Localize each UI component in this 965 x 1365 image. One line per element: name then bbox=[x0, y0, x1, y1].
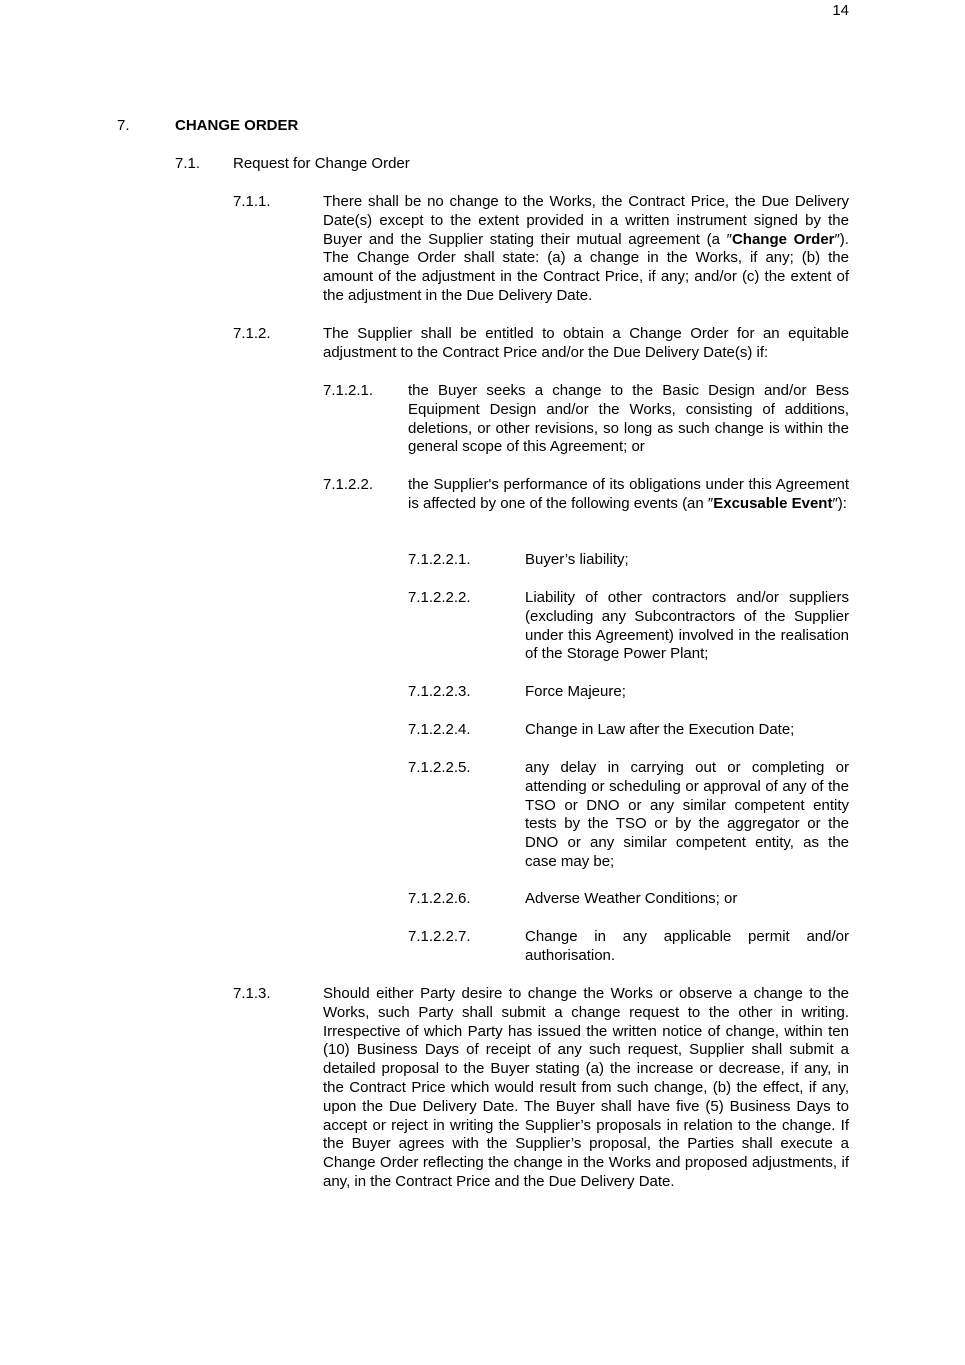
event-number: 7.1.2.2.5. bbox=[408, 759, 471, 776]
clause-number: 7.1.1. bbox=[233, 193, 271, 210]
clause-number: 7.1.2.1. bbox=[323, 382, 374, 399]
clause-number: 7.1.2. bbox=[233, 325, 271, 342]
event-text: Change in any applicable permit and/or authorisation. bbox=[525, 928, 849, 964]
clause-text: Should either Party desire to change the Works or observe a change to the Works, such Party shall submit a change request to the other in writing. Irrespective of which Party has issued the written notice of change, within ten (10) Business Days of receipt of any such request, Supplier shall submit a detailed proposal to the Buyer stating (a) the increase or decrease, if any, in the Contract Price which would result from such change, (b) the effect, if any, upon the Due Delivery Date. The Buyer shall have five (5) Business Days to accept or reject in writing the Supplier’s proposals in relation to the change. If the Buyer agrees with the Supplier’s proposal, the Parties shall execute a Change Order reflecting the change in the Works and proposed adjustments, if any, in the Contract Price and the Due Delivery Date. bbox=[323, 985, 849, 1190]
clause-number: 7.1.2.2. bbox=[323, 476, 374, 493]
event-number: 7.1.2.2.2. bbox=[408, 589, 471, 606]
subsection-number: 7.1. bbox=[175, 155, 201, 172]
event-text: Change in Law after the Execution Date; bbox=[525, 721, 795, 738]
event-number: 7.1.2.2.7. bbox=[408, 928, 471, 945]
event-number: 7.1.2.2.4. bbox=[408, 721, 471, 738]
event-number: 7.1.2.2.1. bbox=[408, 551, 471, 568]
section-title-text: CHANGE ORDER bbox=[175, 117, 299, 134]
clause-text: the Buyer seeks a change to the Basic Design and/or Bess Equipment Design and/or the Works, consisting of additions, deletions, or other revisions, so long as such change is within the general scope of this Agreement; or bbox=[408, 382, 849, 456]
clause-number: 7.1.3. bbox=[233, 985, 271, 1002]
section-title bbox=[175, 117, 298, 136]
event-number: 7.1.2.2.3. bbox=[408, 683, 471, 700]
clause-text: the Supplier's performance of its obligations under this Agreement is affected by one of the following events (an ″Excusable Event″): bbox=[408, 476, 849, 512]
event-text: Adverse Weather Conditions; or bbox=[525, 890, 738, 907]
page-number: 14 bbox=[832, 2, 849, 19]
event-text: Force Majeure; bbox=[525, 683, 626, 700]
event-text: any delay in carrying out or completing or attending or scheduling or approval of any of the TSO or DNO or any similar competent entity tests by the TSO or by the aggregator or the DNO or any similar competent entity, as the case may be; bbox=[525, 759, 849, 870]
event-text: Liability of other contractors and/or suppliers (excluding any Subcontractors of the Supplier under this Agreement) involved in the realisation of the Storage Power Plant; bbox=[525, 589, 849, 663]
defined-term: Excusable Event bbox=[713, 494, 833, 512]
event-number: 7.1.2.2.6. bbox=[408, 890, 471, 907]
section-number: 7. bbox=[117, 117, 130, 134]
clause-text: The Supplier shall be entitled to obtain a Change Order for an equitable adjustment to the Contract Price and/or the Due Delivery Date(s) if: bbox=[323, 325, 849, 361]
subsection-title: Request for Change Order bbox=[233, 155, 410, 172]
defined-term: Change Order bbox=[731, 230, 835, 248]
clause-text: There shall be no change to the Works, the Contract Price, the Due Delivery Date(s) except to the extent provided in a written instrument signed by the Buyer and the Supplier stating their mutual agreement (a ″Change Order″). The Change Order shall state: (a) a change in the Works, if any; (b) the amount of the adjustment in the Contract Price, if any; and/or (c) the extent of the adjustment in the Due Delivery Date. bbox=[323, 193, 849, 304]
event-text: Buyer’s liability; bbox=[525, 551, 629, 568]
